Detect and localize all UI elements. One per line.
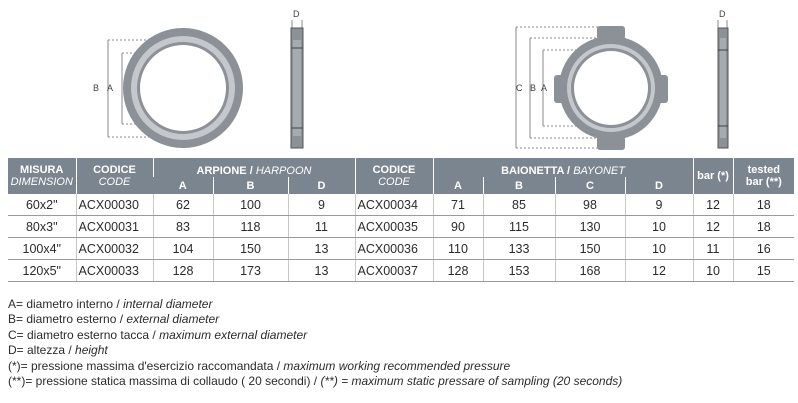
header-tested: tested [747, 164, 780, 176]
cell-b1: 118 [213, 216, 288, 238]
cell-a2: 90 [433, 216, 483, 238]
header-b2: B [483, 177, 555, 194]
legend-line-bar: (*)= pressione massima d'esercizio raccomandata / maximum working recommended pressure [8, 358, 511, 373]
cell-b1: 173 [213, 260, 288, 282]
cell-c2: 150 [555, 238, 625, 260]
header-bayonet: BAYONET [573, 165, 625, 178]
cell-bar: 12 [693, 194, 733, 216]
header-a1: A [153, 177, 213, 194]
header-code-2: CODE [378, 176, 410, 188]
legend-line-d: D= altezza / height [8, 343, 108, 358]
header-d2: D [625, 177, 693, 194]
cell-d1: 13 [288, 238, 355, 260]
cell-a1: 128 [153, 260, 213, 282]
cell-c2: 98 [555, 194, 625, 216]
cell-d1: 11 [288, 216, 355, 238]
cell-tested: 18 [733, 194, 794, 216]
header-arpione: ARPIONE / [196, 165, 253, 178]
header-codice-2: CODICE [372, 164, 416, 176]
cell-code1: ACX00031 [76, 216, 153, 238]
cell-c2: 130 [555, 216, 625, 238]
cell-code2: ACX00036 [355, 238, 433, 260]
cell-code2: ACX00034 [355, 194, 433, 216]
table-row [8, 260, 794, 282]
cell-d2: 12 [625, 260, 693, 282]
cell-d1: 13 [288, 260, 355, 282]
legend-line-b: B= diametro esterno / external diameter [8, 312, 220, 327]
cell-c2: 168 [555, 260, 625, 282]
label-a: A [107, 83, 114, 93]
cell-d2: 10 [625, 238, 693, 260]
technical-drawings [0, 0, 798, 155]
header-misura: MISURA [20, 164, 64, 176]
cell-code2: ACX00035 [355, 216, 433, 238]
cell-a1: 62 [153, 194, 213, 216]
cell-misura: 120x5" [8, 260, 76, 282]
cell-d2: 10 [625, 216, 693, 238]
cell-b2: 153 [483, 260, 555, 282]
header-b1: B [213, 177, 288, 194]
table-row [8, 216, 794, 238]
cell-code1: ACX00032 [76, 238, 153, 260]
legend-line-c: C= diametro esterno tacca / maximum external diameter [8, 327, 308, 342]
label-d-left: D [293, 9, 300, 19]
cell-a2: 110 [433, 238, 483, 260]
cell-tested: 15 [733, 260, 794, 282]
header-harpoon: HARPOON [255, 165, 312, 178]
cell-code1: ACX00030 [76, 194, 153, 216]
cell-misura: 80x3" [8, 216, 76, 238]
legend-line-a: A= diametro interno / internal diameter [8, 297, 213, 311]
label-b: B [93, 83, 100, 93]
cell-b2: 85 [483, 194, 555, 216]
cell-a2: 128 [433, 260, 483, 282]
cell-bar: 10 [693, 260, 733, 282]
header-codice: CODICE [93, 164, 136, 176]
cell-d2: 9 [625, 194, 693, 216]
label-a-right: A [541, 83, 548, 93]
cell-b1: 150 [213, 238, 288, 260]
cell-bar: 11 [693, 238, 733, 260]
header-bar: bar (*) [697, 170, 729, 182]
table-row [8, 194, 794, 216]
header-code: CODE [98, 176, 131, 188]
cell-misura: 100x4" [8, 238, 76, 260]
bayonet-ring-drawing [516, 9, 728, 150]
cell-a2: 71 [433, 194, 483, 216]
cell-code2: ACX00037 [355, 260, 433, 282]
label-b-right: B [530, 83, 537, 93]
cell-bar: 12 [693, 216, 733, 238]
header-d1: D [288, 177, 355, 194]
cell-tested: 18 [733, 216, 794, 238]
cell-misura: 60x2" [8, 194, 76, 216]
table-header-row [8, 158, 794, 177]
legend-line-tested: (**)= pressione statica massima di collaudo ( 20 secondi) / (**) = maximum static pressare of sampling (20 seconds) [8, 374, 623, 389]
specs-table [8, 158, 794, 282]
cell-b2: 115 [483, 216, 555, 238]
cell-tested: 16 [733, 238, 794, 260]
header-dimension: DIMENSION [10, 176, 73, 188]
cell-b2: 133 [483, 238, 555, 260]
header-c2: C [555, 177, 625, 194]
label-d-right: D [719, 9, 726, 19]
cell-b1: 100 [213, 194, 288, 216]
cell-d1: 9 [288, 194, 355, 216]
label-c: C [516, 83, 523, 93]
legend [8, 297, 788, 389]
header-tested-bar: bar (**) [745, 176, 782, 188]
cell-a1: 83 [153, 216, 213, 238]
header-a2: A [433, 177, 483, 194]
harpoon-ring-drawing [93, 9, 303, 148]
cell-a1: 104 [153, 238, 213, 260]
header-baionetta: BAIONETTA / [501, 165, 571, 178]
table-row [8, 238, 794, 260]
cell-code1: ACX00033 [76, 260, 153, 282]
